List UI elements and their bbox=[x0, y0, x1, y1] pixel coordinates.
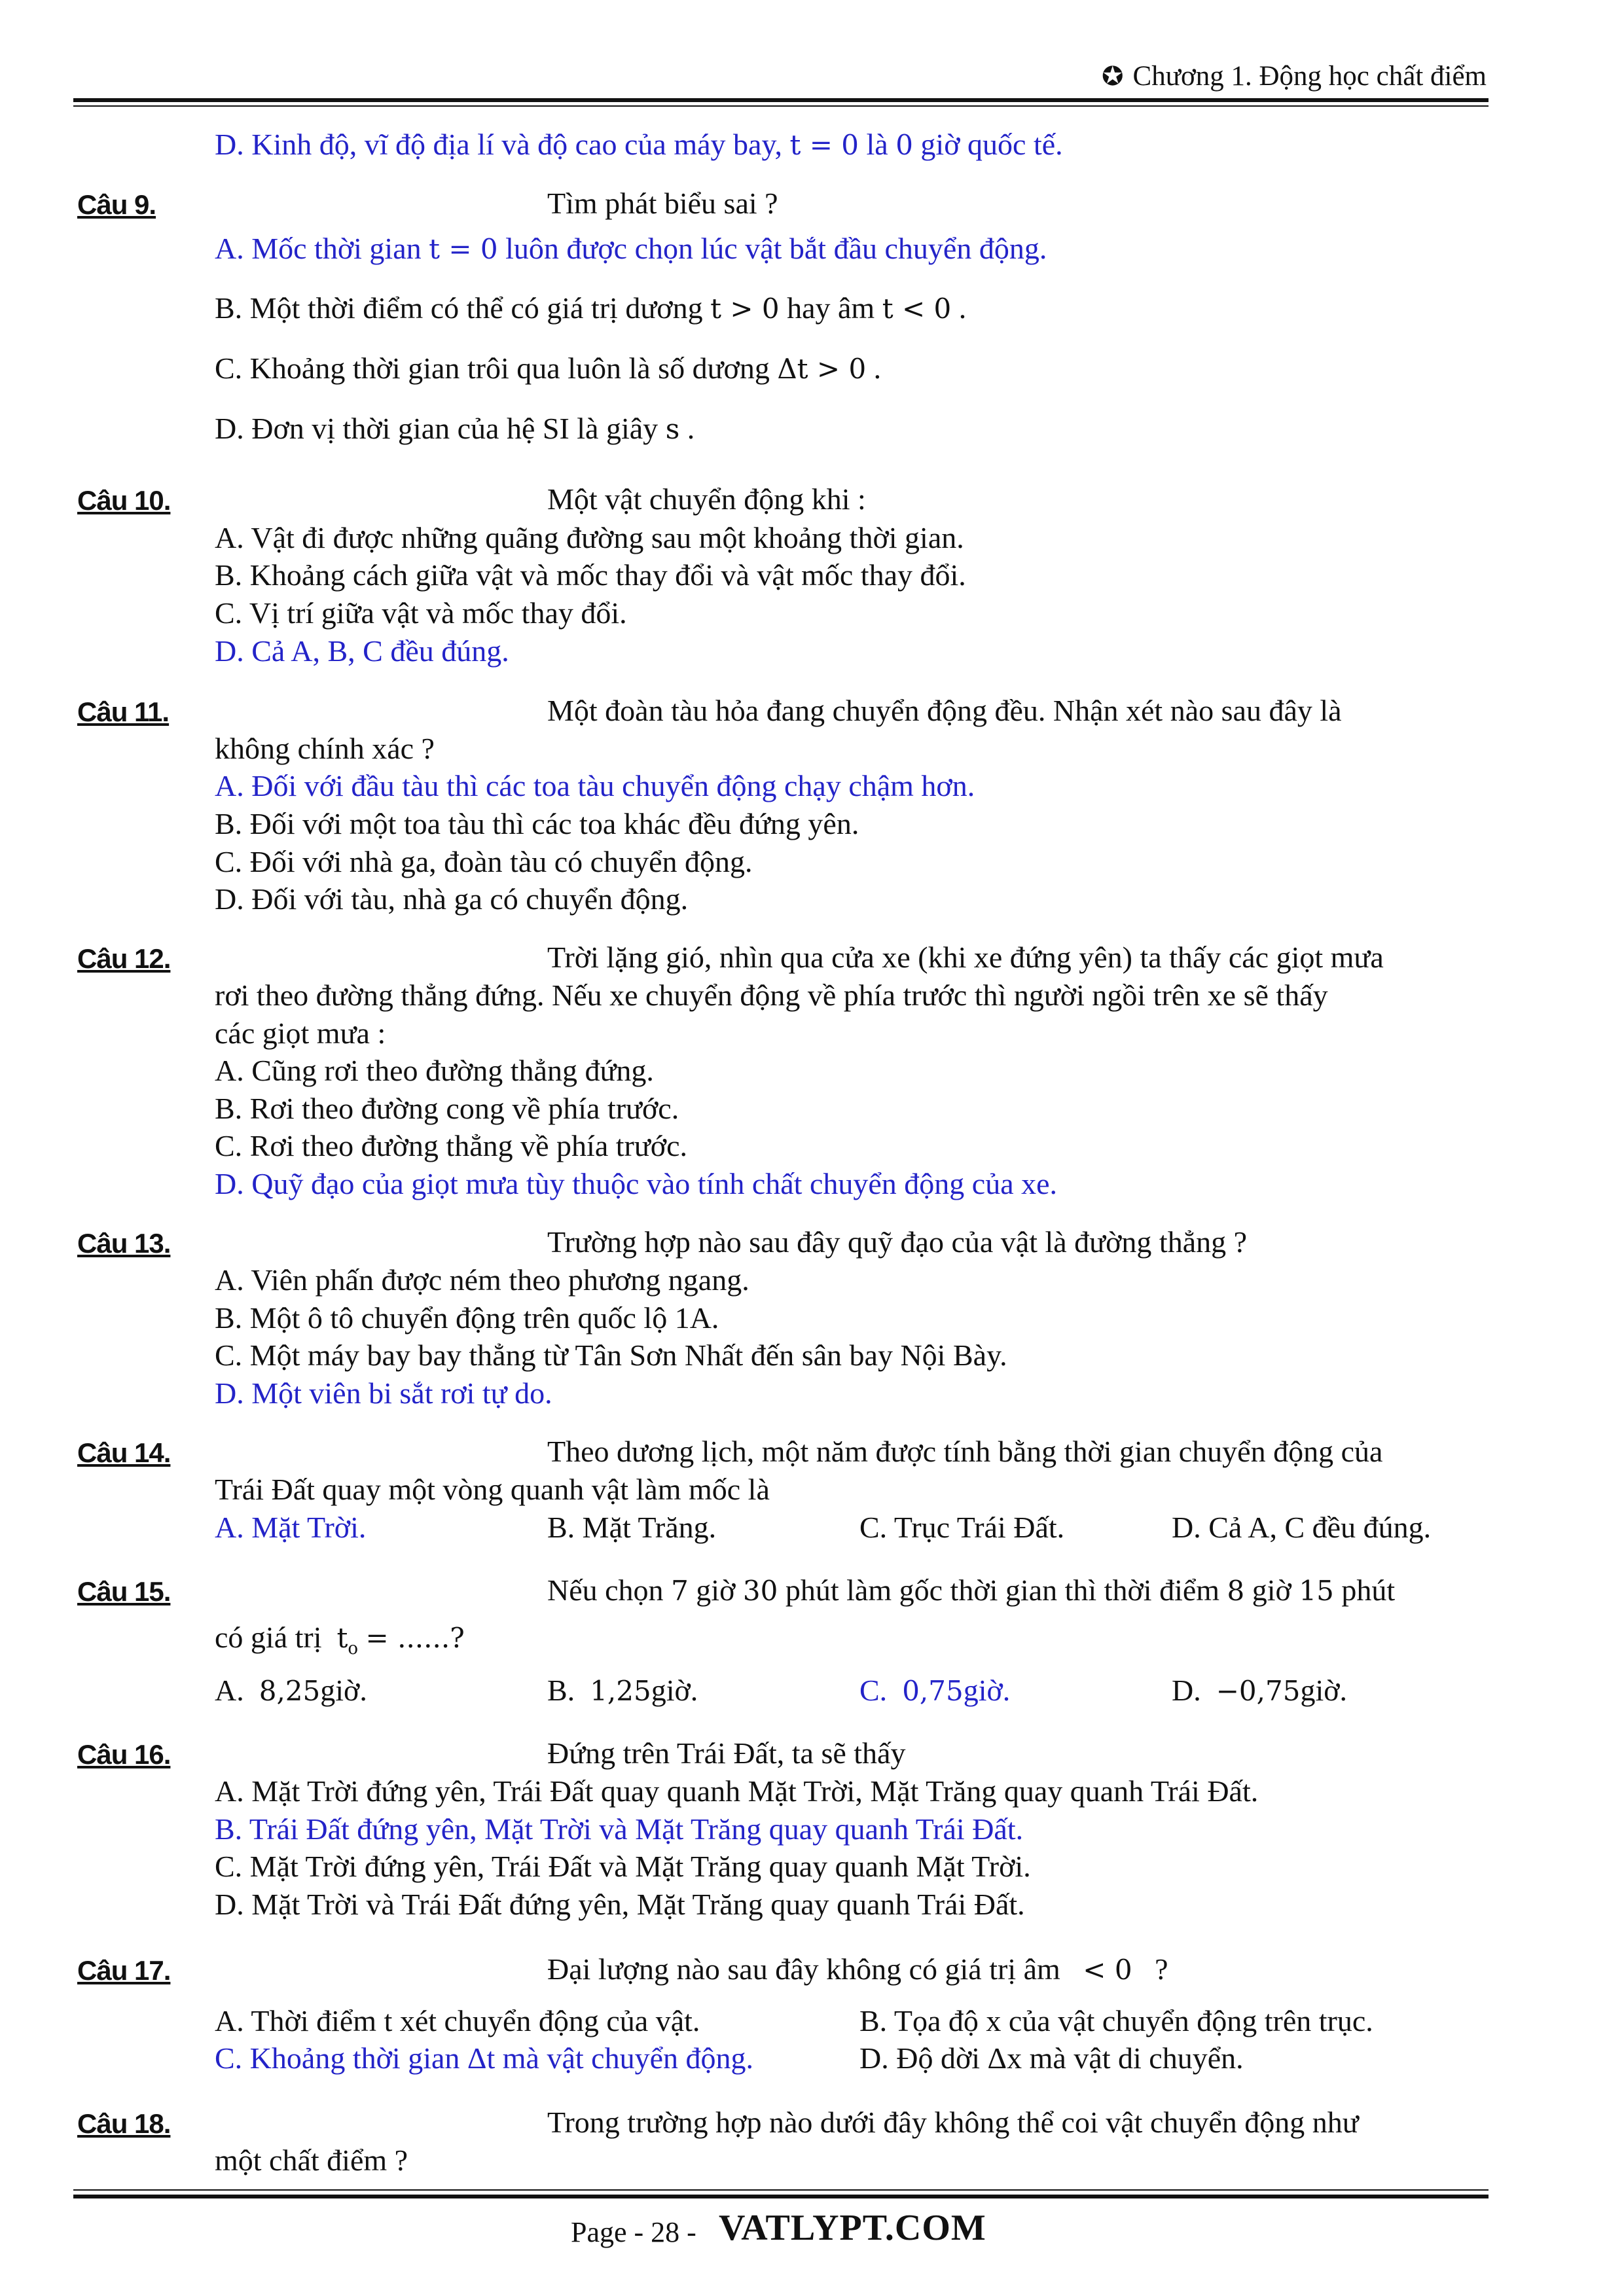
q10-option-c: C. Vị trí giữa vật và mốc thay đổi. bbox=[215, 596, 627, 630]
question-stem: Đại lượng nào sau đây không có giá trị âm < 0 ? bbox=[547, 1952, 1168, 1986]
question-label: Câu 9. bbox=[77, 189, 156, 220]
q16-option-b: B. Trái Đất đứng yên, Mặt Trời và Mặt Trăng quay quanh Trái Đất. bbox=[215, 1812, 1024, 1846]
q8-option-d: D. Kinh độ, vĩ độ địa lí và độ cao của máy bay, t = 0 là 0 giờ quốc tế. bbox=[215, 128, 1063, 161]
question-label: Câu 11. bbox=[77, 696, 170, 727]
q15-option-c: C. 0,75giờ. bbox=[859, 1674, 1011, 1707]
question-stem: Đứng trên Trái Đất, ta sẽ thấy bbox=[547, 1736, 906, 1770]
q16-option-c: C. Mặt Trời đứng yên, Trái Đất và Mặt Trăng quay quanh Mặt Trời. bbox=[215, 1850, 1031, 1883]
q15-option-a: A. 8,25giờ. bbox=[215, 1674, 367, 1707]
question-label: Câu 17. bbox=[77, 1955, 171, 1986]
question-stem: Theo dương lịch, một năm được tính bằng thời gian chuyển động của bbox=[547, 1435, 1383, 1468]
question-stem: Trời lặng gió, nhìn qua cửa xe (khi xe đứng yên) ta thấy các giọt mưa bbox=[547, 941, 1384, 974]
q9-option-a: A. Mốc thời gian t = 0 luôn được chọn lúc vật bắt đầu chuyển động. bbox=[215, 232, 1047, 265]
chapter-header bbox=[1102, 60, 1487, 92]
q13-option-a: A. Viên phấn được ném theo phương ngang. bbox=[215, 1263, 749, 1297]
q11-option-c: C. Đối với nhà ga, đoàn tàu có chuyển động. bbox=[215, 845, 753, 878]
question-stem: Một vật chuyển động khi : bbox=[547, 482, 866, 516]
question-stem: Trường hợp nào sau đây quỹ đạo của vật là đường thẳng ? bbox=[547, 1225, 1248, 1259]
q14-option-d: D. Cả A, C đều đúng. bbox=[1172, 1511, 1432, 1544]
q14-option-c: C. Trục Trái Đất. bbox=[859, 1511, 1065, 1544]
question-label: Câu 12. bbox=[77, 943, 171, 974]
question-stem-cont: có giá trị $t_o$ = ......? bbox=[215, 1621, 465, 1659]
question-stem: Nếu chọn 7 giờ 30 phút làm gốc thời gian thì thời điểm 8 giờ 15 phút bbox=[547, 1573, 1396, 1607]
question-stem: Tìm phát biểu sai ? bbox=[547, 187, 778, 220]
site-brand: VATLYPT.COM bbox=[719, 2208, 986, 2248]
question-stem-cont: rơi theo đường thẳng đứng. Nếu xe chuyển động về phía trước thì người ngồi trên xe sẽ thấy bbox=[215, 978, 1328, 1012]
q14-option-b: B. Mặt Trăng. bbox=[547, 1511, 717, 1544]
question-label: Câu 10. bbox=[77, 485, 171, 516]
q17-option-d: D. Độ dời Δx mà vật di chuyển. bbox=[859, 2041, 1244, 2075]
footer-rule-thick bbox=[73, 2195, 1489, 2198]
question-stem: Trong trường hợp nào dưới đây không thể coi vật chuyển động như bbox=[547, 2106, 1359, 2139]
q10-option-d: D. Cả A, B, C đều đúng. bbox=[215, 634, 509, 668]
header-rule-thick bbox=[73, 98, 1489, 102]
q10-option-a: A. Vật đi được những quãng đường sau một khoảng thời gian. bbox=[215, 521, 964, 554]
q13-option-b: B. Một ô tô chuyển động trên quốc lộ 1A. bbox=[215, 1301, 719, 1335]
q12-option-c: C. Rơi theo đường thẳng về phía trước. bbox=[215, 1129, 688, 1162]
chapter-title: Chương 1. Động học chất điểm bbox=[1132, 61, 1487, 92]
q15-option-b: B. 1,25giờ. bbox=[547, 1674, 698, 1707]
q13-option-c: C. Một máy bay bay thẳng từ Tân Sơn Nhất đến sân bay Nội Bày. bbox=[215, 1338, 1007, 1372]
star-icon: ✪ bbox=[1102, 62, 1124, 91]
question-stem-cont: không chính xác ? bbox=[215, 732, 435, 765]
page-number: Page - 28 - bbox=[571, 2216, 696, 2248]
q17-option-c: C. Khoảng thời gian Δt mà vật chuyển động. bbox=[215, 2041, 753, 2075]
question-label: Câu 16. bbox=[77, 1739, 171, 1770]
header-rule-thin bbox=[73, 105, 1489, 107]
question-stem-cont: Trái Đất quay một vòng quanh vật làm mốc là bbox=[215, 1473, 770, 1506]
question-stem-cont: các giọt mưa : bbox=[215, 1016, 386, 1050]
q11-option-d: D. Đối với tàu, nhà ga có chuyển động. bbox=[215, 882, 689, 916]
question-stem: Một đoàn tàu hỏa đang chuyển động đều. Nhận xét nào sau đây là bbox=[547, 694, 1342, 727]
q9-option-b: B. Một thời điểm có thể có giá trị dương t > 0 hay âm t < 0 . bbox=[215, 291, 967, 325]
q16-option-a: A. Mặt Trời đứng yên, Trái Đất quay quanh Mặt Trời, Mặt Trăng quay quanh Trái Đất. bbox=[215, 1774, 1259, 1808]
question-label: Câu 13. bbox=[77, 1228, 171, 1259]
q10-option-b: B. Khoảng cách giữa vật và mốc thay đổi và vật mốc thay đổi. bbox=[215, 558, 966, 592]
q12-option-d: D. Quỹ đạo của giọt mưa tùy thuộc vào tính chất chuyển động của xe. bbox=[215, 1167, 1058, 1200]
question-label: Câu 15. bbox=[77, 1576, 171, 1607]
question-label: Câu 14. bbox=[77, 1437, 171, 1468]
question-stem-cont: một chất điểm ? bbox=[215, 2144, 408, 2177]
q12-option-b: B. Rơi theo đường cong về phía trước. bbox=[215, 1092, 679, 1125]
q12-option-a: A. Cũng rơi theo đường thẳng đứng. bbox=[215, 1054, 654, 1087]
q16-option-d: D. Mặt Trời và Trái Đất đứng yên, Mặt Trăng quay quanh Trái Đất. bbox=[215, 1888, 1025, 1921]
footer-rule-thin bbox=[73, 2189, 1489, 2191]
q15-option-d: D. −0,75giờ. bbox=[1172, 1674, 1348, 1707]
q9-option-c: C. Khoảng thời gian trôi qua luôn là số dương Δt > 0 . bbox=[215, 351, 882, 385]
q17-option-b: B. Tọa độ x của vật chuyển động trên trục. bbox=[859, 2004, 1373, 2037]
q11-option-b: B. Đối với một toa tàu thì các toa khác đều đứng yên. bbox=[215, 807, 859, 840]
question-label: Câu 18. bbox=[77, 2108, 171, 2139]
q14-option-a: A. Mặt Trời. bbox=[215, 1511, 367, 1544]
q11-option-a: A. Đối với đầu tàu thì các toa tàu chuyển động chạy chậm hơn. bbox=[215, 769, 975, 802]
q17-option-a: A. Thời điểm t xét chuyển động của vật. bbox=[215, 2004, 700, 2037]
q13-option-d: D. Một viên bi sắt rơi tự do. bbox=[215, 1376, 552, 1410]
q9-option-d: D. Đơn vị thời gian của hệ SI là giây s . bbox=[215, 412, 695, 445]
